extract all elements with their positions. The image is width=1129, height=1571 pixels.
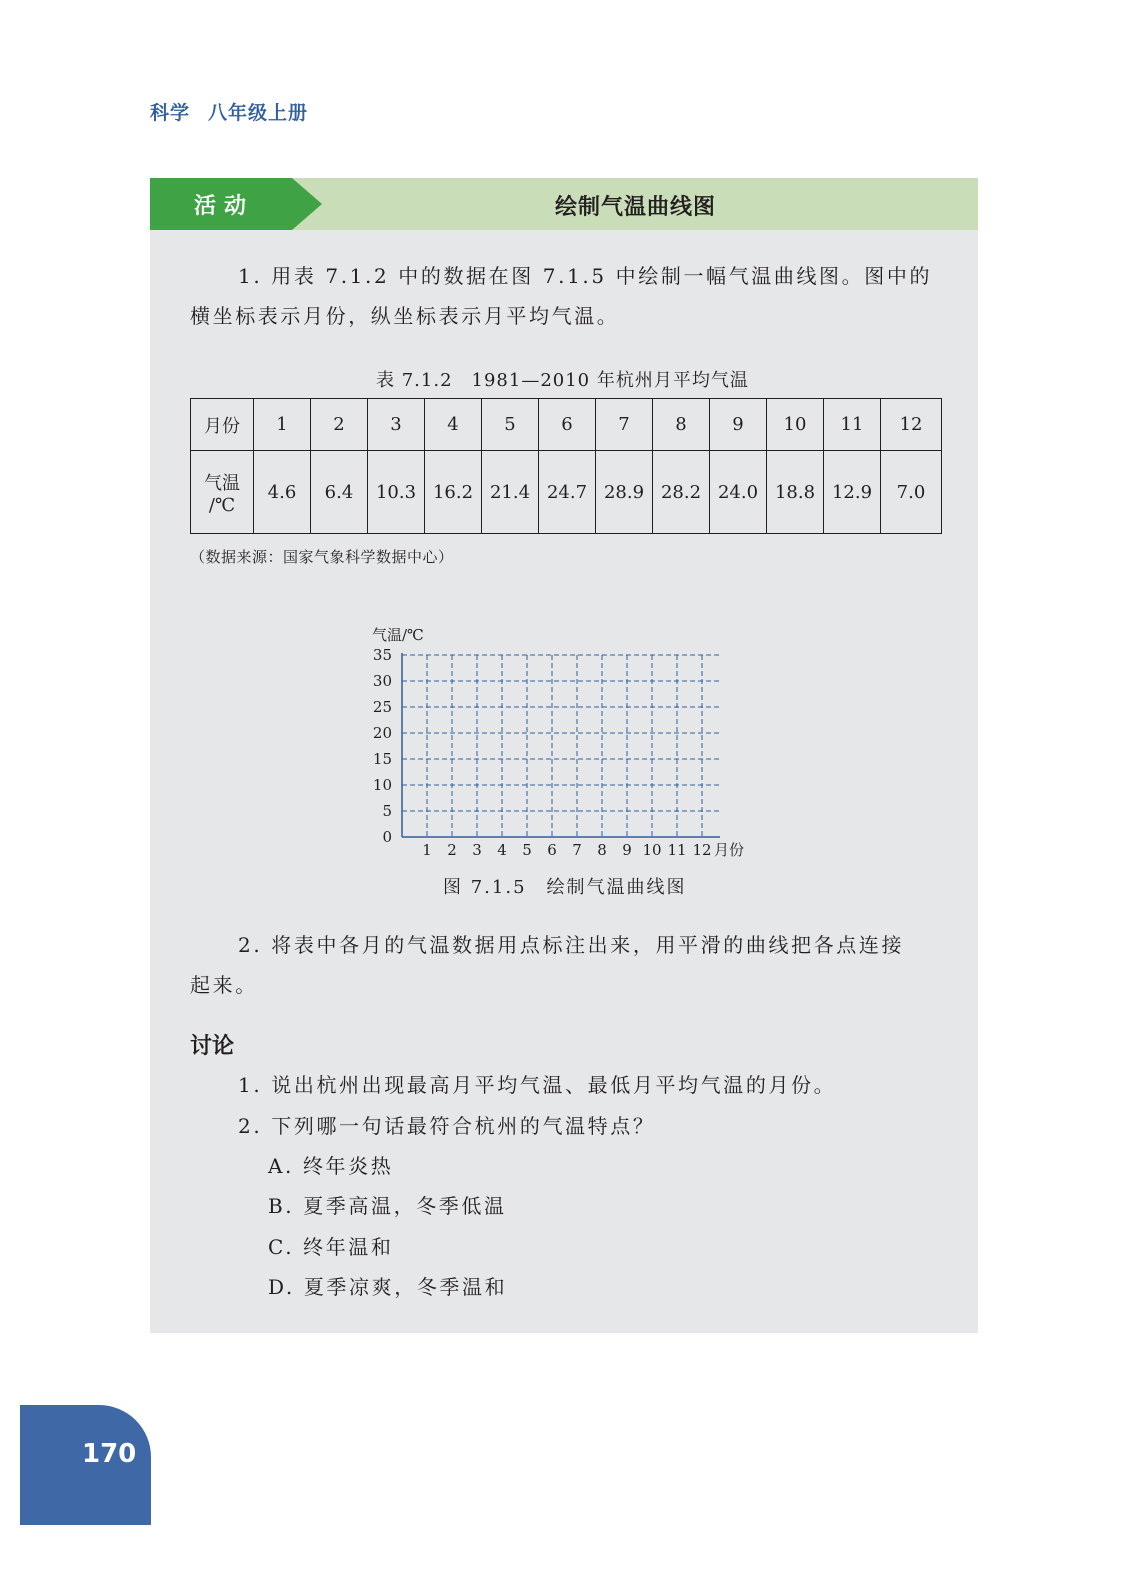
table-cell-month: 4 [425, 399, 482, 451]
y-tick-label: 10 [372, 776, 392, 794]
x-tick-label: 9 [622, 841, 632, 859]
y-tick-label: 20 [372, 724, 392, 742]
activity-tag-label: 活动 [194, 194, 255, 219]
option-c: C. 终年温和 [268, 1235, 394, 1259]
table-cell-month: 3 [368, 399, 425, 451]
table-cell-temp: 24.0 [710, 451, 767, 534]
table-caption: 表 7.1.2 1981—2010 年杭州月平均气温 [376, 370, 749, 391]
discussion-question-2: 2. 下列哪一句话最符合杭州的气温特点？ [238, 1114, 656, 1138]
table-cell-temp: 10.3 [368, 451, 425, 534]
table-cell-temp: 7.0 [881, 451, 942, 534]
table-cell-month: 7 [596, 399, 653, 451]
x-tick-label: 2 [447, 841, 457, 859]
temperature-chart [360, 620, 780, 862]
table-cell-temp: 28.2 [653, 451, 710, 534]
activity-title: 绘制气温曲线图 [555, 195, 717, 220]
option-d: D. 夏季凉爽，冬季温和 [268, 1275, 508, 1299]
y-axis-title: 气温/℃ [372, 626, 424, 644]
x-tick-label: 1 [422, 841, 432, 859]
step1-text [190, 256, 940, 336]
step2-line1: 2. 将表中各月的气温数据用点标注出来，用平滑的曲线把各点连接 [238, 933, 905, 957]
table-cell-month: 9 [710, 399, 767, 451]
page-number: 170 [82, 1439, 137, 1469]
table-cell-month: 11 [824, 399, 881, 451]
table-row-temps [191, 451, 942, 534]
y-tick-label: 0 [382, 828, 392, 846]
temperature-table [190, 398, 942, 534]
x-tick-label: 12 [692, 841, 712, 859]
table-cell-temp: 6.4 [311, 451, 368, 534]
activity-banner [150, 178, 978, 230]
y-tick-label: 35 [372, 646, 392, 664]
table-cell-month: 2 [311, 399, 368, 451]
step2-line2: 起来。 [190, 973, 258, 997]
grade-label: 八年级上册 [208, 102, 309, 124]
step1-line2: 横坐标表示月份，纵坐标表示月平均气温。 [190, 304, 620, 328]
step1-line1: 1. 用表 7.1.2 中的数据在图 7.1.5 中绘制一幅气温曲线图。图中的 [238, 264, 933, 288]
x-tick-label: 7 [572, 841, 582, 859]
y-tick-label: 5 [382, 802, 392, 820]
x-tick-label: 11 [667, 841, 687, 859]
x-tick-label: 3 [472, 841, 482, 859]
x-tick-label: 8 [597, 841, 607, 859]
table-cell-temp: 12.9 [824, 451, 881, 534]
discussion-heading: 讨论 [190, 1034, 235, 1059]
step2-text [190, 925, 940, 1005]
temp-label-line2: /℃ [208, 494, 236, 516]
table-cell-month: 6 [539, 399, 596, 451]
page-number-tab [20, 1405, 151, 1525]
table-cell-month: 5 [482, 399, 539, 451]
x-tick-label: 4 [497, 841, 507, 859]
option-b: B. 夏季高温，冬季低温 [268, 1194, 507, 1218]
y-tick-label: 30 [372, 672, 392, 690]
table-header-month: 月份 [191, 399, 254, 451]
table-cell-temp: 18.8 [767, 451, 824, 534]
table-cell-month: 8 [653, 399, 710, 451]
discussion-question-1: 1. 说出杭州出现最高月平均气温、最低月平均气温的月份。 [238, 1073, 837, 1097]
running-head [150, 98, 308, 125]
x-tick-label: 10 [642, 841, 662, 859]
table-row-months [191, 399, 942, 451]
x-tick-label: 6 [547, 841, 557, 859]
table-cell-month: 10 [767, 399, 824, 451]
temp-label-line1: 气温 [204, 472, 240, 494]
table-header-temp [191, 451, 254, 534]
table-cell-temp: 28.9 [596, 451, 653, 534]
table-cell-month: 12 [881, 399, 942, 451]
y-tick-label: 15 [372, 750, 392, 768]
x-tick-label: 5 [522, 841, 532, 859]
option-a: A. 终年炎热 [268, 1154, 394, 1178]
y-tick-label: 25 [372, 698, 392, 716]
table-cell-temp: 24.7 [539, 451, 596, 534]
table-cell-temp: 4.6 [254, 451, 311, 534]
table-cell-temp: 16.2 [425, 451, 482, 534]
data-source-note: （数据来源：国家气象科学数据中心） [190, 548, 454, 566]
x-axis-title: 月份 [714, 841, 745, 859]
subject-label: 科学 [150, 102, 191, 124]
figure-caption: 图 7.1.5 绘制气温曲线图 [443, 877, 687, 898]
table-cell-temp: 21.4 [482, 451, 539, 534]
table-cell-month: 1 [254, 399, 311, 451]
activity-tag [150, 178, 322, 230]
